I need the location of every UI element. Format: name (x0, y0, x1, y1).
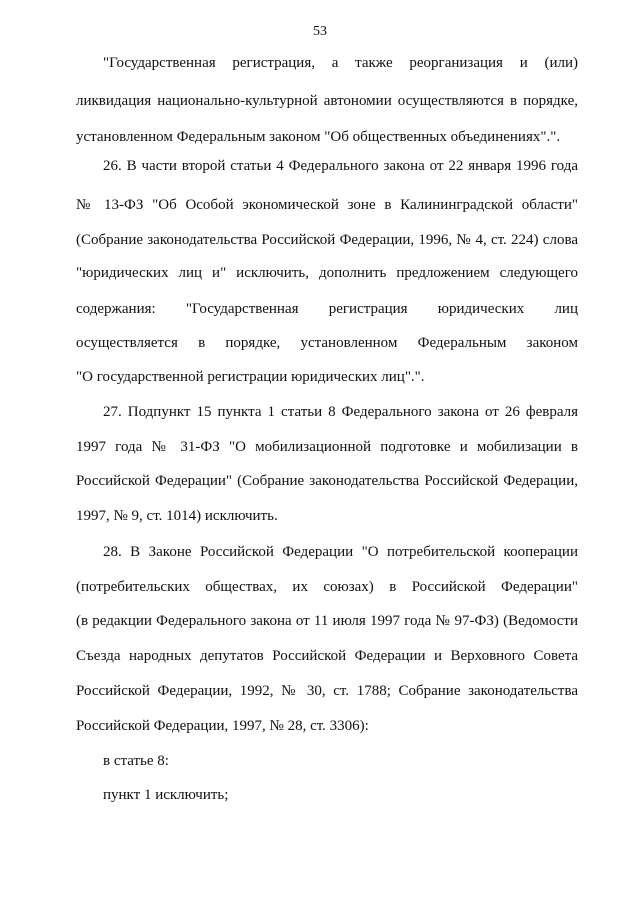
text-line: установленном Федеральным законом "Об общественных объединениях".". (76, 129, 561, 145)
text-line: (в редакции Федерального закона от 11 июля 1997 года № 97-ФЗ) (Ведомости (76, 613, 578, 629)
text-line: пункт 1 исключить; (103, 787, 229, 803)
text-line: осуществляется в порядке, установленном Федеральным законом (76, 335, 578, 351)
text-line: № 13-ФЗ "Об Особой экономической зоне в Калининградской области" (76, 197, 578, 213)
text-line: содержания: "Государственная регистрация юридических лиц (76, 301, 578, 317)
text-line: 1997 года № 31-ФЗ "О мобилизационной подготовке и мобилизации в (76, 439, 578, 455)
text-line: 28. В Законе Российской Федерации "О потребительской кооперации (103, 544, 578, 560)
text-line: (потребительских обществах, их союзах) в Российской Федерации" (76, 579, 578, 595)
text-line: Российской Федерации, 1997, № 28, ст. 3306): (76, 718, 369, 734)
text-line: 27. Подпункт 15 пункта 1 статьи 8 Федерального закона от 26 февраля (103, 404, 578, 420)
text-line: "юридических лиц и" исключить, дополнить предложением следующего (76, 265, 578, 281)
text-line: ликвидация национально-культурной автономии осуществляются в порядке, (76, 93, 578, 109)
text-line: "О государственной регистрации юридических лиц".". (76, 369, 425, 385)
page-number: 53 (313, 24, 327, 39)
text-line: 1997, № 9, ст. 1014) исключить. (76, 508, 278, 524)
text-line: "Государственная регистрация, а также реорганизация и (или) (103, 55, 578, 71)
text-line: 26. В части второй статьи 4 Федерального закона от 22 января 1996 года (103, 158, 578, 174)
text-line: Российской Федерации" (Собрание законодательства Российской Федерации, (76, 473, 578, 489)
text-line: Российской Федерации, 1992, № 30, ст. 1788; Собрание законодательства (76, 683, 578, 699)
text-line: Съезда народных депутатов Российской Федерации и Верховного Совета (76, 648, 578, 664)
text-line: (Собрание законодательства Российской Федерации, 1996, № 4, ст. 224) слова (76, 232, 578, 248)
text-line: в статье 8: (103, 753, 169, 769)
